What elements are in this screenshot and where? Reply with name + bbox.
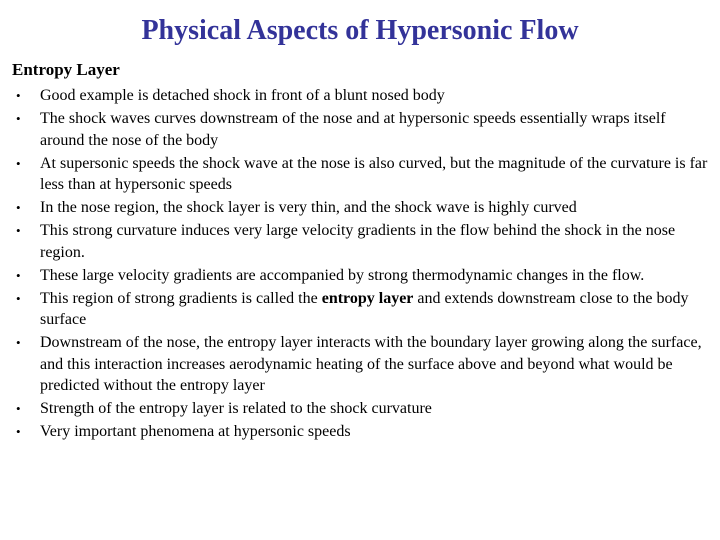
bullet-marker: • [16, 111, 21, 126]
bullet-item [12, 331, 708, 397]
bullet-text-after: and extends downstream close to the body surface [40, 289, 689, 328]
bullet-list [12, 84, 708, 443]
bullet-marker: • [16, 335, 21, 350]
bullet-text: Strength of the entropy layer is related to the shock curvature [40, 400, 432, 417]
bullet-marker: • [16, 401, 21, 416]
bullet-text: Good example is detached shock in front of a blunt nosed body [40, 87, 445, 104]
entropy-layer-term: entropy layer [321, 289, 414, 307]
bullet-marker: • [16, 424, 21, 439]
bullet-item [12, 397, 708, 420]
bullet-marker: • [16, 200, 21, 215]
bullet-item [12, 84, 708, 107]
bullet-text-before: This region of strong gradients is called the [40, 289, 322, 307]
bullet-marker: • [16, 290, 21, 306]
bullet-marker: • [16, 267, 21, 283]
bullet-marker: • [16, 223, 21, 238]
bullet-marker: • [16, 155, 21, 171]
bullet-text [40, 287, 708, 331]
bullet-text: Very important phenomena at hypersonic speeds [40, 423, 351, 440]
bullet-item [12, 420, 708, 443]
bullet-marker: • [16, 88, 21, 103]
bullet-text: The shock waves curves downstream of the nose and at hypersonic speeds essentially wraps itself around the nose of the body [40, 110, 666, 149]
bullet-item [12, 219, 708, 264]
bullet-item [12, 152, 708, 197]
bullet-text: This strong curvature induces very large velocity gradients in the flow behind the shock in the nose region. [40, 222, 676, 261]
bullet-text: These large velocity gradients are accompanied by strong thermodynamic changes in the flow. [40, 266, 645, 284]
section-heading: Entropy Layer [12, 60, 120, 79]
bullet-item [12, 264, 708, 287]
bullet-item [12, 287, 708, 332]
bullet-text: At supersonic speeds the shock wave at the nose is also curved, but the magnitude of the curvature is far less than at hypersonic speeds [40, 154, 708, 193]
bullet-item [12, 196, 708, 219]
bullet-text: In the nose region, the shock layer is very thin, and the shock wave is highly curved [40, 199, 577, 216]
bullet-text: Downstream of the nose, the entropy layer interacts with the boundary layer growing along the surface, and this interaction increases aerodynamic heating of the surface above and beyond what would be predicted without the entropy layer [40, 334, 702, 394]
bullet-item [12, 107, 708, 152]
slide-title: Physical Aspects of Hypersonic Flow [141, 15, 579, 46]
